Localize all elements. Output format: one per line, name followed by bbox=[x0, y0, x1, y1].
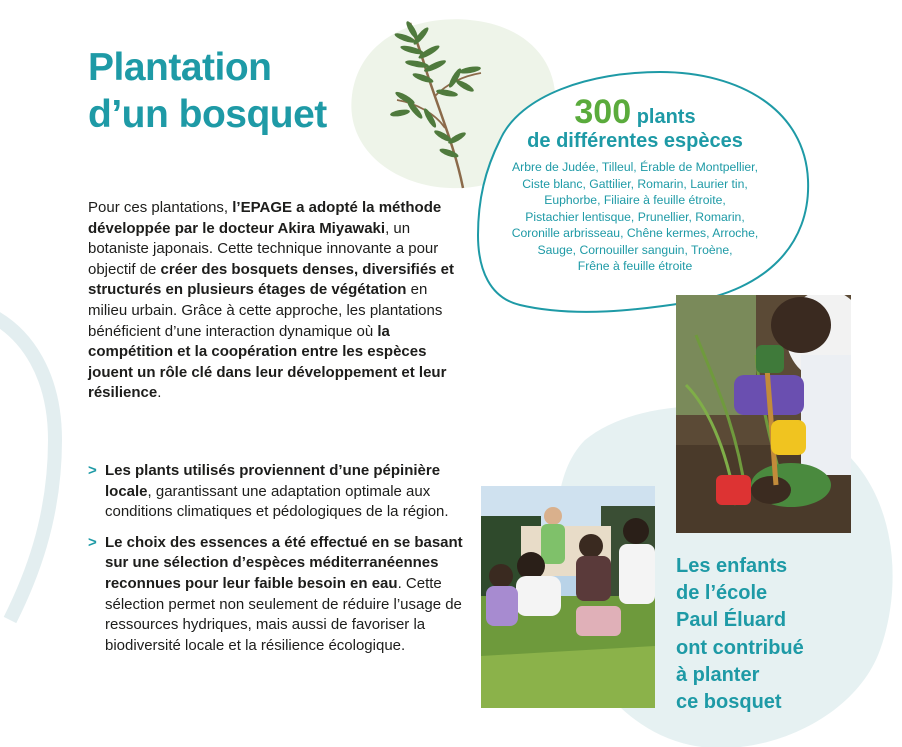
bullet-list bbox=[88, 461, 468, 666]
plants-count: 300 bbox=[574, 93, 632, 131]
list-item: > Les plants utilisés proviennent d’une pépinière locale, garantissant une adaptation optimale aux conditions climatiques et pédologiques de la région. bbox=[88, 462, 449, 521]
plants-info-bubble bbox=[470, 93, 800, 275]
title-line-1: Plantation bbox=[88, 46, 272, 89]
children-caption: Les enfants de l’école Paul Éluard ont contribué à planter ce bosquet bbox=[676, 555, 804, 714]
plants-word: plants bbox=[636, 106, 696, 128]
intro-paragraph: Pour ces plantations, l’EPAGE a adopté la méthode développée par le docteur Akira Miyawaki, un botaniste japonais. Cette technique innovante a pour objectif de créer des bosquets denses, diversifiés et structurés en plusieurs étages de végétation en milieu urbain. Grâce à cette approche, les plantations bénéficient d’une interaction dynamique où la compétition et la coopération entre les espèces jouent un rôle clé dans leur développement et leur résilience. bbox=[88, 199, 455, 402]
page-title bbox=[88, 44, 327, 138]
left-arc-outline bbox=[0, 310, 55, 620]
species-list: Arbre de Judée, Tilleul, Érable de Montpellier, Ciste blanc, Gattilier, Romarin, Laurier tin, Euphorbe, Filiaire à feuille étroite, Pistachier lentisque, Prunellier, Romarin, Coronille arbrisseau, Chêne kermes, Arroche, Sauge, Cornouiller sanguin, Troène, Frêne à feuille étroite bbox=[511, 160, 759, 273]
photo-children-group bbox=[481, 486, 655, 708]
chevron-right-icon: > bbox=[88, 462, 97, 479]
chevron-right-icon: > bbox=[88, 533, 97, 551]
plants-headline bbox=[470, 93, 800, 153]
plants-subtitle: de différentes espèces bbox=[527, 130, 743, 152]
photo-child-planting bbox=[676, 295, 851, 533]
list-item: > Le choix des essences a été effectué en se basant sur une sélection d’espèces méditerranéennes reconnues pour leur faible besoin en eau. Cette sélection permet non seulement de réduire l’usage de ressources hydriques, mais aussi de favoriser la biodiversité locale et la résilience écologique. bbox=[88, 533, 463, 654]
title-line-2: d’un bosquet bbox=[88, 93, 327, 136]
